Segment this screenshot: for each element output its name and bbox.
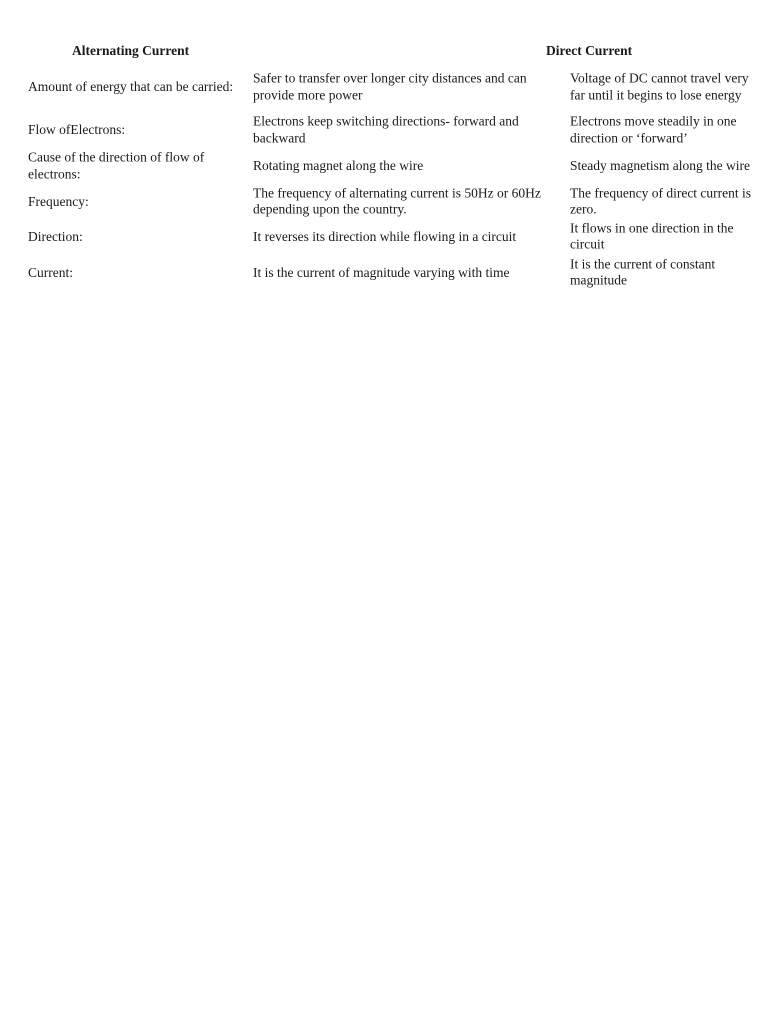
dc-cell: It flows in one direction in the circuit [570, 220, 734, 252]
table-row [0, 219, 768, 254]
ac-cell: Rotating magnet along the wire [253, 157, 424, 173]
header-direct-current: Direct Current [546, 43, 633, 58]
ac-cell: It is the current of magnitude varying with time [253, 264, 510, 280]
row-label: Amount of energy that can be carried: [28, 78, 234, 94]
table-row [0, 149, 768, 183]
table-row [0, 62, 768, 112]
ac-cell: It reverses its direction while flowing in a circuit [253, 228, 517, 244]
header-alternating-current: Alternating Current [72, 43, 190, 58]
row-label: Current: [28, 264, 73, 280]
table-row [0, 255, 768, 290]
dc-cell: It is the current of constant magnitude [570, 256, 716, 288]
row-label: Frequency: [28, 193, 89, 209]
ac-cell: Electrons keep switching directions- forward and backward [253, 113, 519, 145]
table-row [0, 113, 768, 147]
row-label: Cause of the direction of flow of electrons: [28, 149, 205, 181]
row-label: Flow ofElectrons: [28, 121, 126, 137]
ac-cell: The frequency of alternating current is 50Hz or 60Hz depending upon the country. [253, 185, 541, 217]
row-label: Direction: [28, 228, 83, 244]
dc-cell: Steady magnetism along the wire [570, 157, 750, 173]
table-row [0, 184, 768, 219]
dc-cell: Voltage of DC cannot travel very far until it begins to lose energy [570, 70, 749, 102]
dc-cell: Electrons move steadily in one direction or ‘forward’ [570, 113, 737, 145]
ac-cell: Safer to transfer over longer city distances and can provide more power [253, 70, 527, 102]
dc-cell: The frequency of direct current is zero. [570, 185, 752, 217]
